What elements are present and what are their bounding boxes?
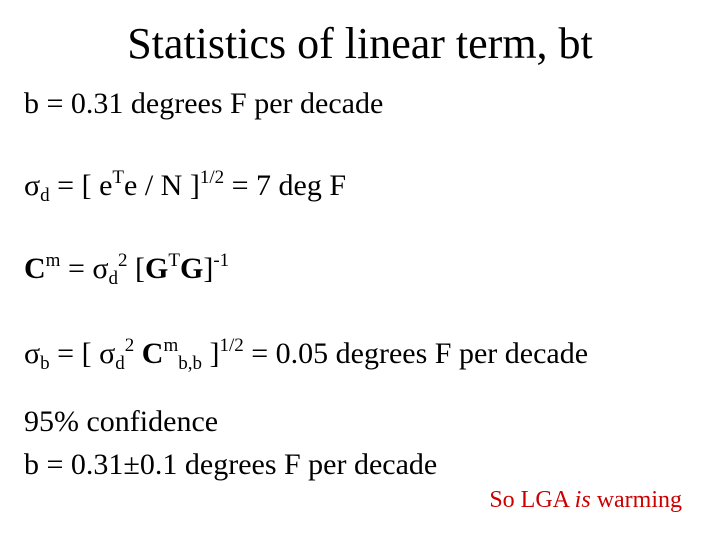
equation-text: = [ e: [49, 169, 113, 202]
subscript-d: d: [108, 268, 119, 289]
note-emphasis: is: [574, 487, 591, 513]
superscript-neg1: -1: [213, 250, 230, 271]
matrix-g: G: [145, 252, 169, 285]
sigma-symbol: σ: [92, 252, 109, 285]
superscript-m: m: [163, 335, 179, 356]
sigma-symbol: σ: [24, 169, 41, 202]
matrix-c: C: [24, 252, 46, 285]
sigma-b-equation: [24, 336, 588, 372]
equation-text: = 7 deg F: [224, 169, 347, 202]
confidence-value: b = 0.31±0.1 degrees F per decade: [24, 448, 438, 481]
slide-title: Statistics of linear term, bt: [127, 19, 593, 68]
equation-text: = [: [49, 337, 100, 370]
superscript-t: T: [112, 167, 125, 188]
superscript-t: T: [168, 250, 180, 271]
superscript-2: 2: [124, 335, 135, 356]
superscript-m: m: [45, 250, 61, 271]
subscript-d: d: [40, 185, 50, 206]
equation-text: ]: [203, 252, 214, 285]
superscript-half: 1/2: [199, 167, 225, 188]
equation-text: =: [60, 252, 93, 285]
sigma-symbol: σ: [24, 337, 41, 370]
equation-text: ]: [201, 337, 220, 370]
estimate-b-line: b = 0.31 degrees F per decade: [24, 87, 384, 120]
sigma-d-equation: [24, 168, 346, 204]
sigma-symbol: σ: [99, 337, 116, 370]
equation-text: [: [127, 252, 146, 285]
covariance-cm-equation: [24, 251, 229, 287]
equation-text: = 0.05 degrees F per decade: [243, 337, 589, 370]
superscript-half: 1/2: [219, 335, 244, 356]
superscript-2: 2: [118, 250, 128, 271]
matrix-g: G: [180, 252, 204, 285]
matrix-c: C: [141, 337, 164, 370]
note-text: So LGA: [489, 487, 575, 513]
conclusion-note: [489, 485, 682, 515]
equation-text: [134, 337, 142, 370]
confidence-label: 95% confidence: [24, 405, 219, 438]
note-text: warming: [590, 487, 682, 513]
equation-text: e / N ]: [124, 169, 200, 202]
subscript-bb: b,b: [178, 353, 202, 374]
subscript-d: d: [115, 353, 125, 374]
subscript-b: b: [40, 353, 50, 374]
